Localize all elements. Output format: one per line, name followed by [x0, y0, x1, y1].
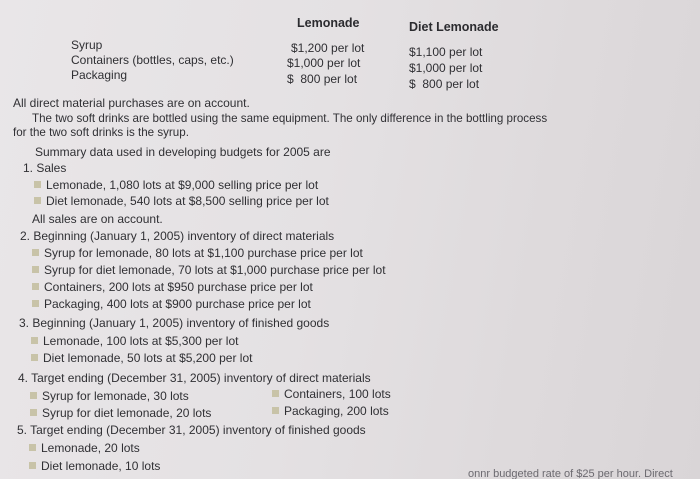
row-label-containers: Containers (bottles, caps, etc.): [71, 53, 234, 67]
list-item: Syrup for lemonade, 30 lots: [30, 389, 189, 403]
lemonade-syrup-cost: $1,200 per lot: [291, 41, 365, 55]
list-item: Containers, 100 lots: [272, 387, 391, 401]
row-label-packaging: Packaging: [71, 68, 128, 82]
row-label-syrup: Syrup: [71, 38, 103, 52]
intro-line-1: All direct material purchases are on account.: [13, 96, 250, 110]
list-item: Containers, 200 lots at $950 purchase price per lot: [32, 280, 313, 294]
bullet-icon: [34, 197, 41, 204]
diet-containers-cost: $1,000 per lot: [409, 61, 483, 75]
intro-line-4: Summary data used in developing budgets for 2005 are: [35, 145, 331, 159]
list-item: Syrup for diet lemonade, 70 lots at $1,000 purchase price per lot: [32, 263, 386, 277]
section-1-title: 1. Sales: [23, 161, 67, 175]
intro-line-2: The two soft drinks are bottled using the same equipment. The only difference in the bottling process: [32, 112, 548, 125]
section-3-title: 3. Beginning (January 1, 2005) inventory of finished goods: [19, 316, 330, 330]
list-item: Lemonade, 20 lots: [29, 441, 140, 455]
list-item: Packaging, 200 lots: [272, 404, 389, 418]
cutoff-text: onnr budgeted rate of $25 per hour. Direct: [468, 469, 673, 479]
bullet-icon: [34, 181, 41, 188]
bullet-icon: [31, 354, 38, 361]
list-item: Syrup for diet lemonade, 20 lots: [30, 406, 211, 420]
diet-packaging-cost: $ 800 per lot: [409, 77, 480, 91]
intro-line-3: for the two soft drinks is the syrup.: [13, 126, 189, 139]
bullet-icon: [32, 266, 39, 273]
list-item: Diet lemonade, 540 lots at $8,500 selling price per lot: [34, 194, 329, 208]
bullet-icon: [272, 390, 279, 397]
bullet-icon: [29, 462, 36, 469]
section-5-title: 5. Target ending (December 31, 2005) inventory of finished goods: [17, 423, 366, 437]
section-2-title: 2. Beginning (January 1, 2005) inventory of direct materials: [20, 229, 335, 243]
lemonade-containers-cost: $1,000 per lot: [287, 56, 361, 70]
list-item: Diet lemonade, 50 lots at $5,200 per lot: [31, 351, 252, 365]
bullet-icon: [31, 337, 38, 344]
lemonade-packaging-cost: $ 800 per lot: [287, 72, 358, 86]
diet-syrup-cost: $1,100 per lot: [409, 45, 483, 59]
bullet-icon: [272, 407, 279, 414]
section-4-title: 4. Target ending (December 31, 2005) inventory of direct materials: [18, 371, 371, 385]
col-header-diet-lemonade: Diet Lemonade: [409, 20, 499, 34]
col-header-lemonade: Lemonade: [297, 16, 360, 30]
sales-note: All sales are on account.: [32, 212, 163, 226]
bullet-icon: [32, 300, 39, 307]
list-item: Syrup for lemonade, 80 lots at $1,100 purchase price per lot: [32, 246, 363, 260]
list-item: Lemonade, 100 lots at $5,300 per lot: [31, 334, 238, 348]
bullet-icon: [32, 249, 39, 256]
list-item: Diet lemonade, 10 lots: [29, 459, 160, 473]
list-item: Lemonade, 1,080 lots at $9,000 selling price per lot: [34, 178, 318, 192]
bullet-icon: [30, 409, 37, 416]
bullet-icon: [32, 283, 39, 290]
bullet-icon: [29, 444, 36, 451]
list-item: Packaging, 400 lots at $900 purchase price per lot: [32, 297, 311, 311]
bullet-icon: [30, 392, 37, 399]
